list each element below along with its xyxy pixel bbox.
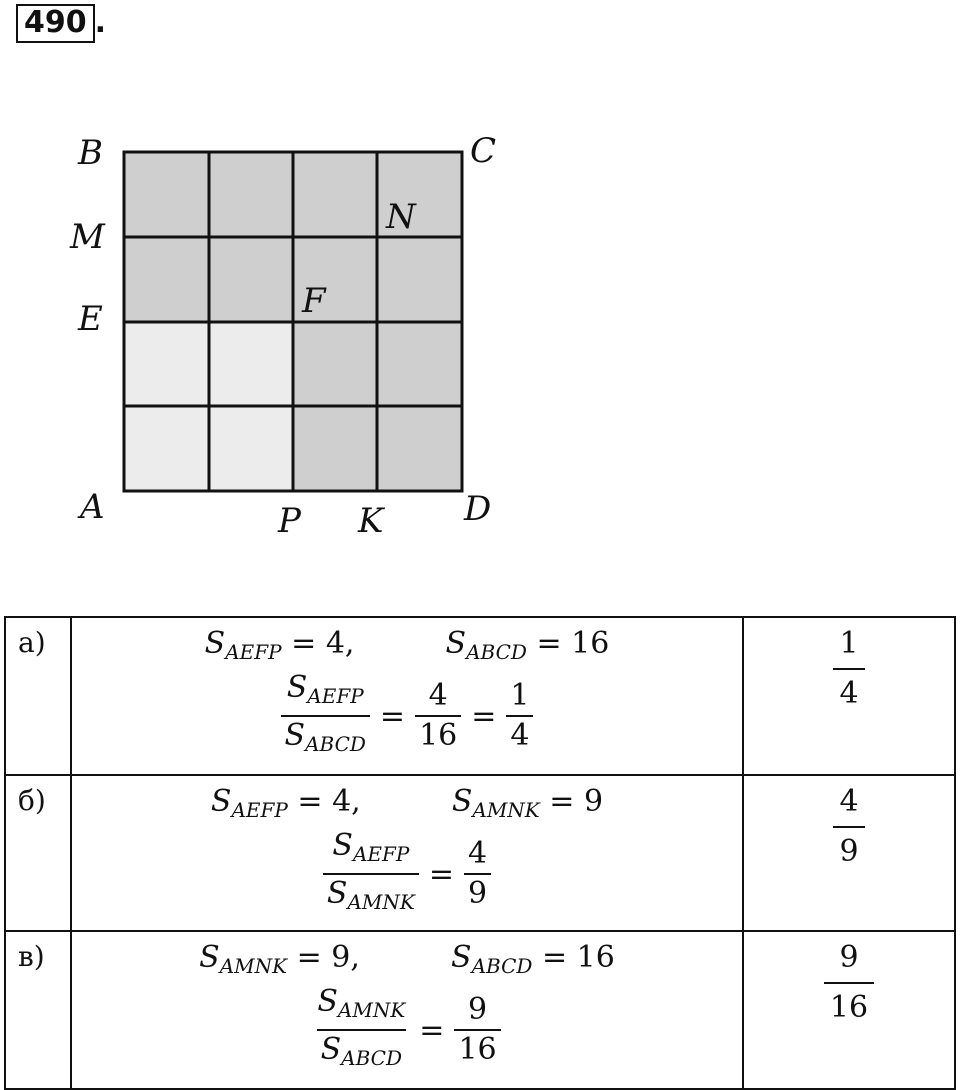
area-value: = 16 xyxy=(536,626,610,661)
cell-dark xyxy=(124,152,209,237)
areas-line: $S_{AEFP} = 4$, $S_{AMNK} = 9$ xyxy=(210,784,604,822)
answer-cell xyxy=(743,617,955,775)
area-value: = 4, xyxy=(297,784,361,819)
area-subscript: ABCD xyxy=(466,640,527,664)
numeric-fraction: $\frac{4}{16}$ xyxy=(415,679,461,753)
answer-fraction: $\frac{4}{9}$ xyxy=(833,782,864,872)
area-subscript: AEFP xyxy=(225,640,282,664)
cell-light xyxy=(124,322,209,406)
answer-cell xyxy=(743,775,955,931)
area-subscript: AMNK xyxy=(219,954,288,978)
area-value: = 9, xyxy=(296,940,360,975)
row-label: б) xyxy=(5,775,71,931)
ratio-line: $\frac{S_{AMNK}}{S_{ABCD}}$ = $\frac{9}{16}$ xyxy=(72,980,742,1080)
areas-line: $S_{AEFP} = 4$, $S_{ABCD} = 16$ xyxy=(204,626,610,664)
cell-dark xyxy=(124,237,209,322)
solution-row-a xyxy=(5,617,955,775)
cell-dark xyxy=(209,237,293,322)
point-label-C: C xyxy=(470,131,497,171)
problem-number-box: 490 xyxy=(16,4,95,43)
answer-fraction: $\frac{9}{16}$ xyxy=(824,938,874,1028)
point-label-M: M xyxy=(70,217,105,257)
area-subscript: ABCD xyxy=(471,954,533,978)
row-label: а) xyxy=(5,617,71,775)
area-ratio-fraction: $\frac{S_{AMNK}}{S_{ABCD}}$ xyxy=(313,985,409,1075)
cell-dark xyxy=(377,406,462,491)
point-label-F: F xyxy=(302,281,326,321)
grid-figure xyxy=(60,120,520,554)
ratio-line: $\frac{S_{AEFP}}{S_{ABCD}}$ = $\frac{4}{16}$ = $\frac{1}{4}$ xyxy=(72,666,742,766)
cell-dark xyxy=(293,322,377,406)
point-label-D: D xyxy=(464,489,492,529)
row-label: в) xyxy=(5,931,71,1089)
point-label-B: B xyxy=(78,133,103,173)
area-ratio-fraction: $\frac{S_{AEFP}}{S_{AMNK}}$ xyxy=(323,829,419,919)
solution-table xyxy=(4,616,956,1090)
cell-dark xyxy=(293,406,377,491)
numeric-fraction: $\frac{9}{16}$ xyxy=(454,993,500,1067)
answer-cell xyxy=(743,931,955,1089)
area-value: = 4, xyxy=(291,626,355,661)
cell-dark xyxy=(293,152,377,237)
numeric-fraction: $\frac{4}{9}$ xyxy=(464,837,491,911)
area-subscript: AMNK xyxy=(472,798,540,822)
answer-fraction: $\frac{1}{4}$ xyxy=(833,624,864,714)
cell-light xyxy=(209,322,293,406)
square-grid-diagram xyxy=(60,120,520,550)
areas-line: $S_{AMNK} = 9$, $S_{ABCD} = 16$ xyxy=(199,940,615,978)
ratio-line: $\frac{S_{AEFP}}{S_{AMNK}}$ = $\frac{4}{9}$ xyxy=(72,824,742,924)
area-subscript: AEFP xyxy=(231,798,288,822)
area-ratio-fraction: $\frac{S_{AEFP}}{S_{ABCD}}$ xyxy=(281,671,370,761)
solution-work xyxy=(71,775,743,931)
cell-light xyxy=(124,406,209,491)
solution-row-c xyxy=(5,931,955,1089)
point-label-A: A xyxy=(80,487,105,527)
cell-dark xyxy=(377,322,462,406)
area-value: = 16 xyxy=(541,940,615,975)
solution-work xyxy=(71,931,743,1089)
solution-row-b xyxy=(5,775,955,931)
area-value: = 9 xyxy=(549,784,604,819)
point-label-N: N xyxy=(386,197,416,237)
problem-number xyxy=(16,4,106,43)
problem-number-dot: . xyxy=(94,5,107,40)
cell-light xyxy=(209,406,293,491)
point-label-K: K xyxy=(358,501,384,541)
cell-dark xyxy=(377,237,462,322)
point-label-P: P xyxy=(278,501,301,541)
reduced-fraction: $\frac{1}{4}$ xyxy=(506,679,533,753)
cell-dark xyxy=(209,152,293,237)
point-label-E: E xyxy=(78,299,103,339)
solution-work xyxy=(71,617,743,775)
